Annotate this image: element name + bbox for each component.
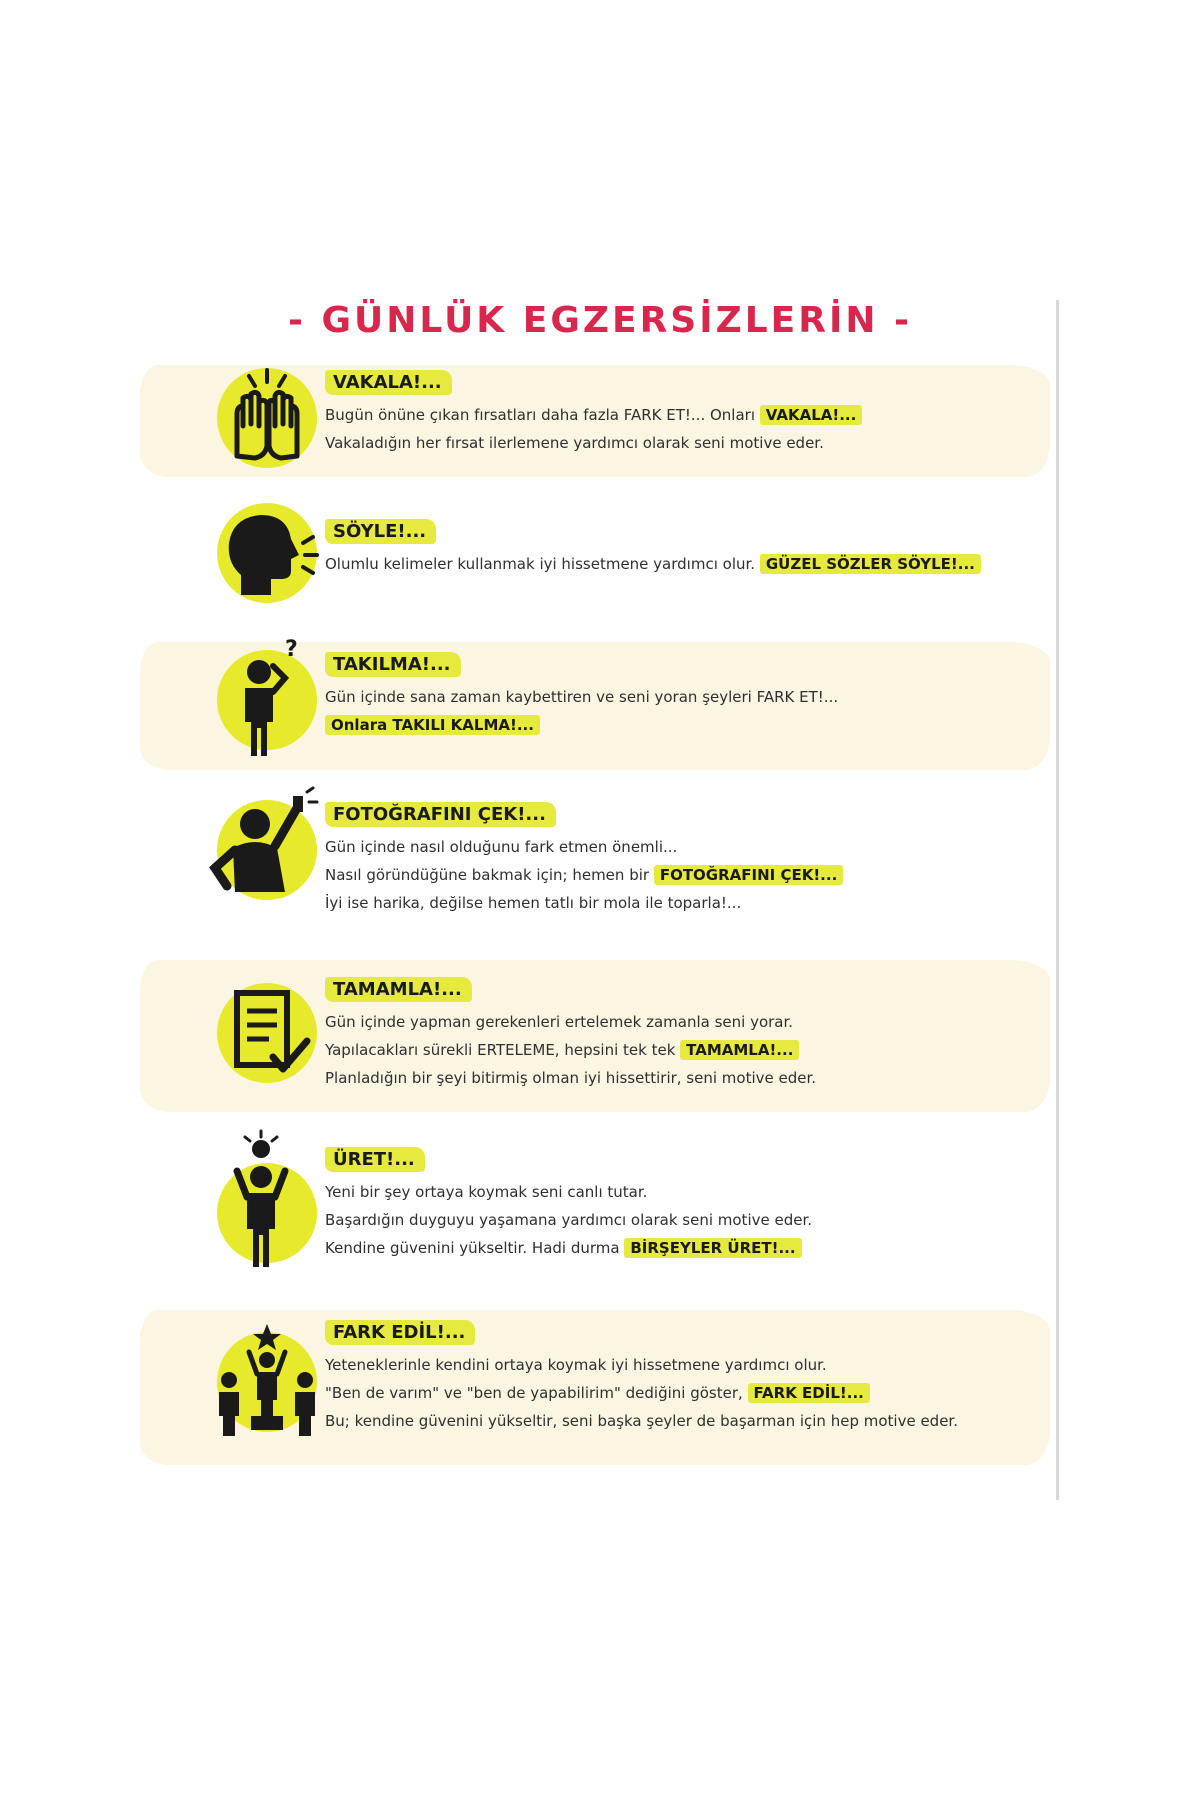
page-title: - GÜNLÜK EGZERSİZLERİN - [288,300,912,341]
highlight: VAKALA!... [760,405,863,425]
text-line: Yapılacakları sürekli ERTELEME, hepsini tek tek TAMAMLA!... [325,1036,1045,1064]
text-line: Nasıl göründüğüne bakmak için; hemen bir FOTOĞRAFINI ÇEK!... [325,861,1045,889]
text-line: Olumlu kelimeler kullanmak iyi hissetmene yardımcı olur. GÜZEL SÖZLER SÖYLE!... [325,550,1045,578]
text-line: Vakaladığın her fırsat ilerlemene yardımcı olarak seni motive eder. [325,434,824,452]
section-takilma [205,637,1045,760]
highlight: FOTOĞRAFINI ÇEK!... [654,865,843,885]
section-heading: TAKILMA!... [325,652,461,677]
section-text [325,977,1045,1092]
page-edge [1056,300,1059,1500]
podium-star-icon [217,1332,317,1432]
hands-icon [217,368,317,468]
section-heading: FOTOĞRAFINI ÇEK!... [325,802,556,827]
text-line: Planladığın bir şeyi bitirmiş olman iyi hissettirir, seni motive eder. [325,1069,817,1087]
text-line: Yeteneklerinle kendini ortaya koymak iyi hissetmene yardımcı olur. [325,1356,827,1374]
text-line: Bu; kendine güvenini yükseltir, seni başka şeyler de başarman için hep motive eder. [325,1412,958,1430]
highlight: Onlara TAKILI KALMA!... [325,715,540,735]
section-uret [205,1145,1045,1265]
text-line: Başardığın duyguyu yaşamana yardımcı olarak seni motive eder. [325,1211,813,1229]
highlight: FARK EDİL!... [748,1383,870,1403]
section-text [325,802,1045,917]
text-line: Gün içinde yapman gerekenleri ertelemek zamanla seni yorar. [325,1013,794,1031]
section-tamamla [205,975,1045,1095]
section-text [325,652,1045,739]
svg-text:?: ? [285,637,298,662]
highlight: TAMAMLA!... [680,1040,799,1060]
text-line: Kendine güvenini yükseltir. Hadi durma BİRŞEYLER ÜRET!... [325,1234,1045,1262]
section-text [325,1320,1045,1435]
confused-person-icon [217,637,317,750]
text-line: "Ben de varım" ve "ben de yapabilirim" dediğini göster, FARK EDİL!... [325,1379,1045,1407]
section-text [325,1147,1045,1262]
section-soyle [205,503,1045,613]
section-fark-edil [205,1318,1045,1448]
text-line: Gün içinde nasıl olduğunu fark etmen önemli... [325,838,678,856]
section-fotografini-cek [205,800,1045,920]
section-heading: TAMAMLA!... [325,977,472,1002]
section-heading: SÖYLE!... [325,519,436,544]
section-heading: ÜRET!... [325,1147,425,1172]
section-heading: FARK EDİL!... [325,1320,475,1345]
text-line: Bugün önüne çıkan fırsatları daha fazla FARK ET!... Onları VAKALA!... [325,401,1045,429]
text-line [325,711,1045,739]
section-heading: VAKALA!... [325,370,452,395]
section-text [325,519,1045,578]
text-line: Gün içinde sana zaman kaybettiren ve seni yoran şeyleri FARK ET!... [325,688,839,706]
idea-person-icon [217,1163,317,1263]
section-vakala [205,368,1045,478]
highlight: GÜZEL SÖZLER SÖYLE!... [760,554,981,574]
text-line: Yeni bir şey ortaya koymak seni canlı tutar. [325,1183,648,1201]
text-line: İyi ise harika, değilse hemen tatlı bir mola ile toparla!... [325,894,742,912]
selfie-person-icon [217,800,317,900]
highlight: BİRŞEYLER ÜRET!... [624,1238,801,1258]
speaking-head-icon [217,503,317,603]
section-text [325,370,1045,457]
checklist-icon [217,983,317,1083]
